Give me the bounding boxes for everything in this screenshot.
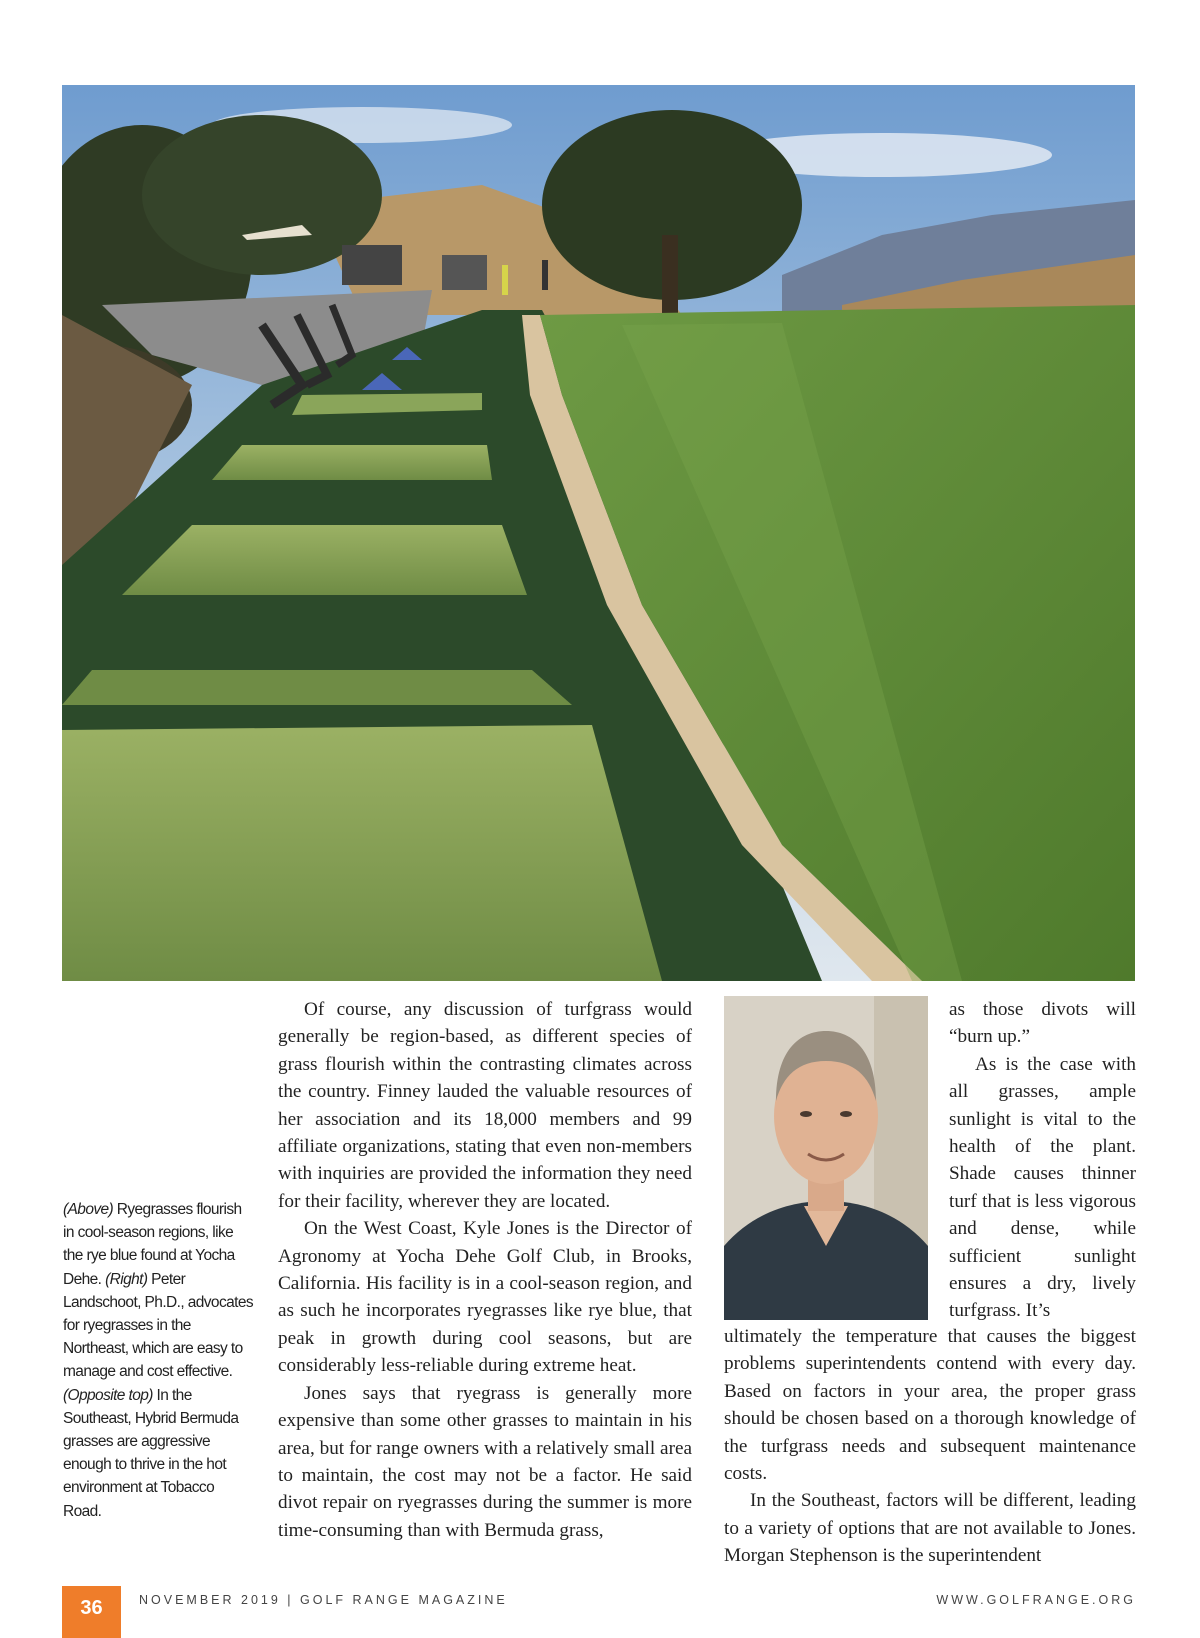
caption-text-right: Peter Landschoot, Ph.D., advocates for ryegrasses in the Northeast, which are easy to manage and cost effective. [63,1270,253,1381]
driving-range-photo-icon [62,85,1135,981]
article-paragraph: as those divots will “burn up.” [949,999,1136,1048]
article-paragraph: As is the case with all grasses, ample sunlight is vital to the health of the plant. Shade causes thinner turf that is less vigorous and dense, while sufficient sunlight ensures a dry, lively turfgrass. It’s [949,1053,1136,1322]
page-number-badge: 36 [62,1586,121,1638]
photo-caption [63,1198,253,1523]
article-paragraph: Jones says that ryegrass is generally more expensive than some other grasses to maintain in his area, but for range owners with a relatively small area to maintain, the cost may not be a factor. He said divot repair on ryegrasses during the summer is more time-consuming than with Bermuda grass, [278,1382,692,1541]
person-portrait-icon [724,996,928,1320]
caption-text-opposite: In the Southeast, Hybrid Bermuda grasses are aggressive enough to thrive in the hot environment at Tobacco Road. [63,1386,239,1520]
article-paragraph: Of course, any discussion of turfgrass would generally be region-based, as different species of grass flourish within the contrasting climates across the country. Finney lauded the valuable resources of her association and its 18,000 members and 99 affiliate organizations, stating that even non-members with inquiries are provided the information they need for their facility, wherever they are located. [278,999,692,1212]
caption-tag-above: (Above) [63,1201,114,1218]
portrait-photo [724,996,928,1320]
issue-label: NOVEMBER 2019 | GOLF RANGE MAGAZINE [139,1593,508,1607]
article-column-2-bottom [724,1323,1136,1570]
article-paragraph: On the West Coast, Kyle Jones is the Director of Agronomy at Yocha Dehe Golf Club, in Brooks, California. His facility is in a cool-season region, and as such he incorporates ryegrasses like rye blue, that peak in growth during cool seasons, but are considerably less-reliable during extreme heat. [278,1218,692,1377]
article-paragraph: ultimately the temperature that causes the biggest problems superintendents contend with every day. Based on factors in your area, the proper grass should be chosen based on a thorough knowledge of the turfgrass needs and subsequent maintenance costs. [724,1326,1136,1485]
article-column-2-top [949,996,1136,1325]
driving-range-photo [62,85,1135,981]
caption-tag-right: (Right) [105,1270,148,1288]
website-link[interactable]: WWW.GOLFRANGE.ORG [936,1593,1136,1607]
caption-tag-opposite: (Opposite top) [63,1386,153,1404]
article-paragraph: In the Southeast, factors will be different, leading to a variety of options that are not available to Jones. Morgan Stephenson is the superintendent [724,1490,1136,1567]
article-column-1 [278,996,692,1544]
caption-text-above: Ryegrasses flourish in cool-season regions, like the rye blue found at Yocha Dehe. [63,1201,242,1288]
